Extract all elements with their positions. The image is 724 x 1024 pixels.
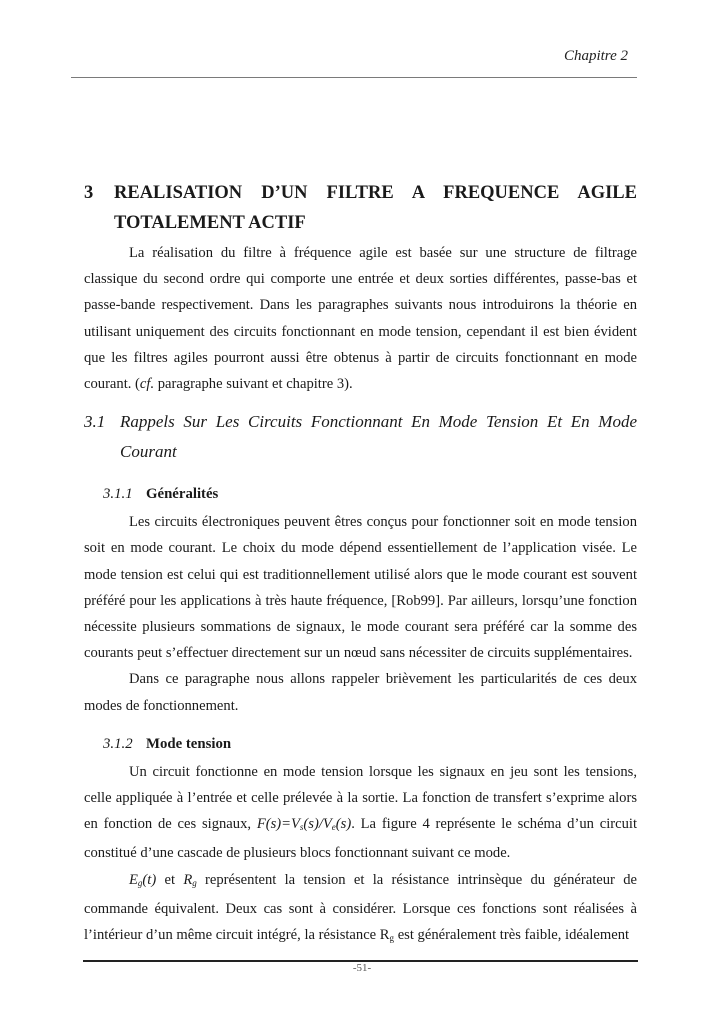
paragraph-text: et <box>156 871 184 888</box>
subsubsection-heading-generalites <box>103 481 637 507</box>
section-paragraph <box>84 240 637 397</box>
subsubsection-title: Mode tension <box>146 735 232 752</box>
mode-tension-paragraph-1 <box>84 759 637 867</box>
section-title-line-2: TOTALEMENT ACTIF <box>114 213 306 233</box>
subsection-title <box>120 407 637 467</box>
cf-abbreviation: cf. <box>139 376 155 393</box>
subsubsection-title: Généralités <box>146 486 219 503</box>
paragraph-text-end: paragraphe suivant et chapitre 3). <box>154 376 353 393</box>
paragraph-text: La réalisation du filtre à fréquence agile est basée sur une structure de filtrage classique du second ordre qui comporte une entrée et deux sorties différentes, passe-bas et passe-bande respectivement. Dans les paragraphes suivants nous introduirons la théorie en utilisant uniquement des circuits fonctionnant en mode tension, cependant il est bien évident que les filtres agiles pourront aussi être obtenus à partir de circuits fonctionnant en mode courant. ( <box>84 245 637 393</box>
section-heading <box>84 178 637 238</box>
page-number: -51- <box>352 962 372 974</box>
page-content <box>84 178 637 951</box>
subsection-number: 3.1 <box>84 412 106 432</box>
subsection-heading <box>84 407 637 467</box>
subsection-title-line-1: Rappels Sur Les Circuits Fonctionnant En Mode Tension Et En Mode <box>120 412 637 432</box>
mode-tension-paragraph-2 <box>84 867 637 952</box>
subsection-title-line-2: Courant <box>120 442 177 462</box>
subsubsection-number: 3.1.2 <box>103 735 133 752</box>
paragraph-text-end: est généralement très faible, idéalement <box>394 927 630 944</box>
rg-symbol: $R_g$ <box>183 871 197 888</box>
rg-subscript: g <box>389 933 395 944</box>
eg-symbol: $E_g(t)$ <box>129 871 157 888</box>
chapter-label: Chapitre 2 <box>563 48 628 64</box>
subsubsection-heading-mode-tension <box>103 731 637 757</box>
generalites-paragraph-1: Les circuits électroniques peuvent êtres conçus pour fonctionner soit en mode tension soit en mode courant. Le choix du mode dépend essentiellement de l’application visée. Le mode tension est celui qui est traditionnellement utilisé alors que le mode courant est souvent préféré pour les applications à très haute fréquence, [Rob99]. Par ailleurs, lorsqu’une fonction nécessite plusieurs sommations de signaux, le mode courant sera préféré car la somme des courants peut s’effectuer directement sur un nœud sans nécessiter de circuits supplémentaires. <box>84 514 637 662</box>
running-header <box>71 44 637 78</box>
paragraph-text: représentent la tension et la résistance intrinsèque du générateur de commande équivalent. Deux cas sont à considérer. Lorsque ces fonctions sont réalisées à l’intérieur d’un même circuit intégré, la résistance R <box>84 871 637 944</box>
subsubsection-number: 3.1.1 <box>103 486 133 503</box>
paragraph-text: Un circuit fonctionne en mode tension lorsque les signaux en jeu sont les tensions, celle appliquée à l’entrée et celle prélevée à la sortie. La fonction de transfert s’exprime alors en fonction de ces signaux, <box>84 763 637 833</box>
paragraph-text-end: . La figure 4 représente le schéma d’un circuit constitué d’une cascade de plusieurs blocs fonctionnant suivant ce mode. <box>84 816 637 862</box>
transfer-function-formula: $F(s)=V_s(s)/V_e(s)$ <box>256 816 352 833</box>
header-rule <box>71 77 637 78</box>
section-title <box>114 178 637 238</box>
section-title-line-1: REALISATION D’UN FILTRE A FREQUENCE AGILE <box>114 183 637 203</box>
section-number: 3 <box>84 183 94 203</box>
generalites-paragraph-2: Dans ce paragraphe nous allons rappeler brièvement les particularités de ces deux modes de fonctionnement. <box>84 671 637 714</box>
